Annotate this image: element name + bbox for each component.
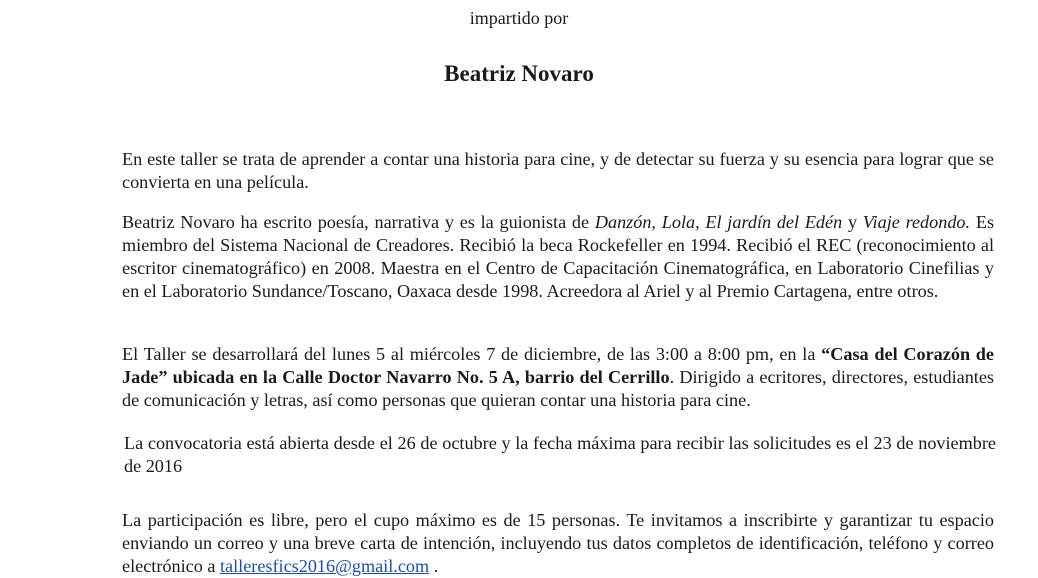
subtitle: impartido por bbox=[469, 8, 569, 28]
email-link[interactable]: talleresfics2016@gmail.com bbox=[219, 556, 430, 576]
bio-works-2: Viaje redondo. bbox=[862, 212, 971, 232]
schedule-text-2: . Dirigido a ecritores, directores, estudiantes de comunicación y letras, así como personas que quieran contar una historia para cine. bbox=[122, 367, 995, 410]
bio-text-1: Beatriz Novaro ha escrito poesía, narrativa y es la guionista de bbox=[122, 212, 595, 232]
author-name: Beatriz Novaro bbox=[444, 61, 594, 86]
bio-text-2: y bbox=[842, 212, 863, 232]
participation-text-2: . bbox=[429, 556, 439, 576]
intro-text: En este taller se trata de aprender a contar una historia para cine, y de detectar su fuerza y su esencia para lograr que se convierta en una película. bbox=[122, 149, 994, 192]
bio-text-3: Es miembro del Sistema Nacional de Creadores. Recibió la beca Rockefeller en 1994. Recibió el REC (reconocimiento al escritor cinematográfico) en 2008. Maestra en el Centro de Capacitación Cinematográfica, en Laboratorio Cinefilias y en el Laboratorio Sundance/Toscano, Oaxaca desde 1998. Acreedora al Ariel y al Premio Cartagena, entre otros. bbox=[122, 212, 995, 301]
participation-paragraph bbox=[122, 509, 994, 578]
venue-text: “Casa del Corazón de Jade” ubicada en la Calle Doctor Navarro No. 5 A, barrio del Cerrillo bbox=[122, 344, 994, 387]
schedule-text-1: El Taller se desarrollará del lunes 5 al miércoles 7 de diciembre, de las 3:00 a 8:00 pm, en la bbox=[122, 344, 822, 364]
intro-paragraph bbox=[122, 148, 994, 194]
call-paragraph bbox=[124, 432, 996, 478]
bio-paragraph bbox=[122, 211, 994, 303]
call-text: La convocatoria está abierta desde el 26 de octubre y la fecha máxima para recibir las solicitudes es el 23 de noviembre de 2016 bbox=[124, 433, 996, 476]
bio-works-1: Danzón, Lola, El jardín del Edén bbox=[594, 212, 843, 232]
participation-text-1: La participación es libre, pero el cupo máximo es de 15 personas. Te invitamos a inscribirte y garantizar tu espacio enviando un correo y una breve carta de intención, incluyendo tus datos completos de identificación, teléfono y correo electrónico a bbox=[122, 510, 994, 576]
schedule-paragraph bbox=[122, 343, 994, 412]
